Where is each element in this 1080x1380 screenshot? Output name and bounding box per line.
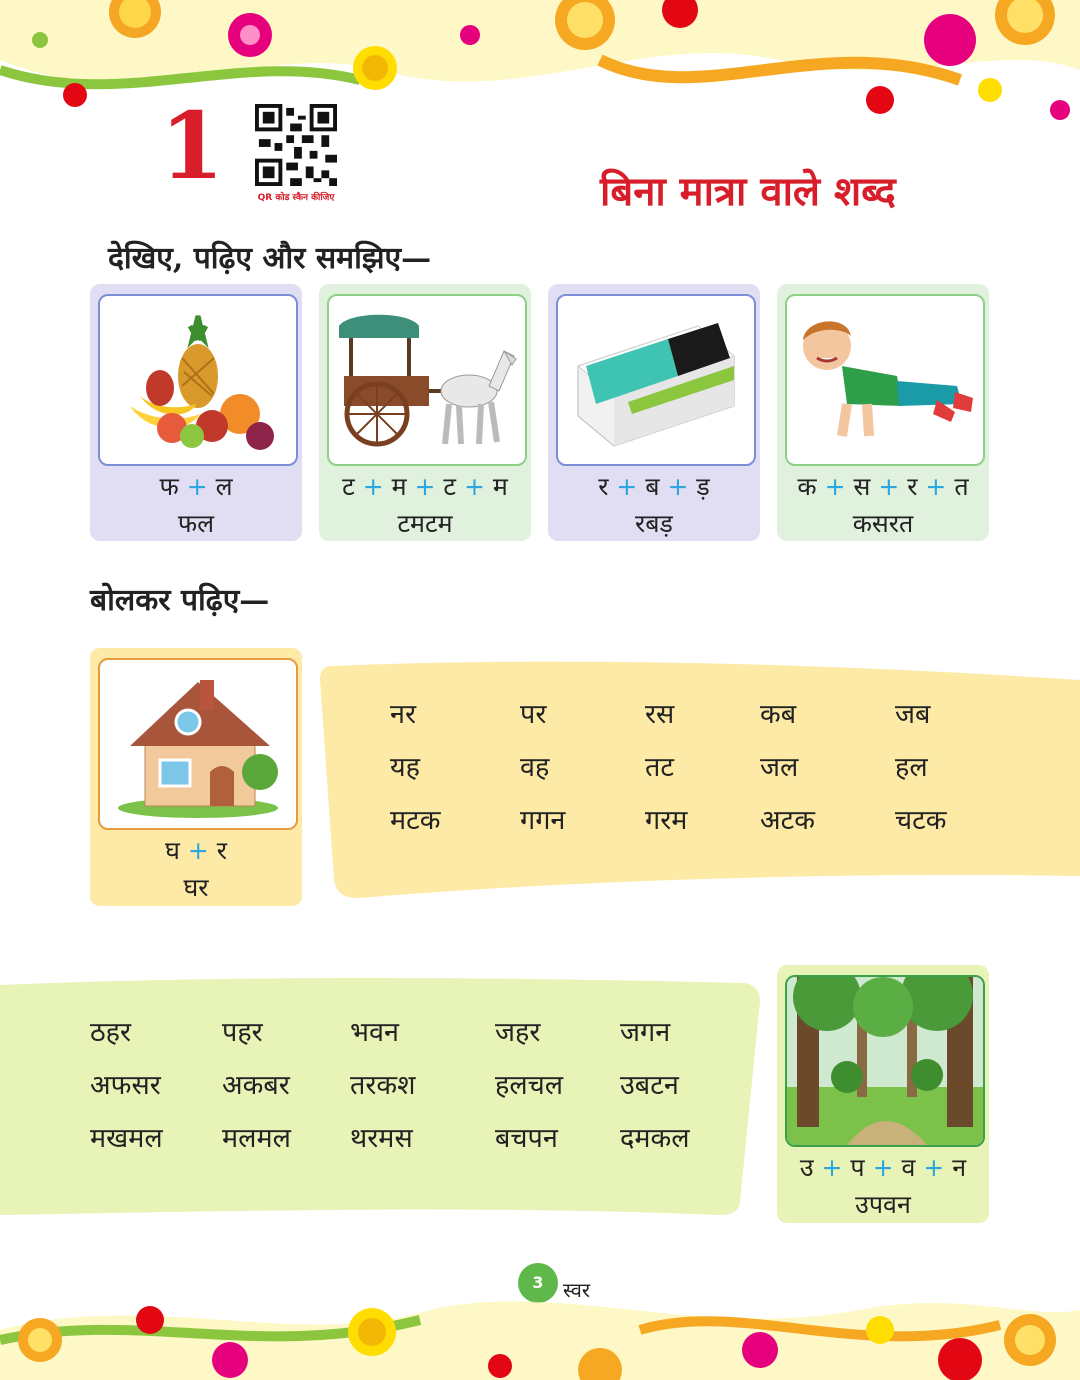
syllable-breakdown: उ + प + व + न [799,1153,967,1182]
word-cell: गरम [645,805,688,836]
card-forest [777,965,989,1223]
word-cell: मटक [390,805,441,836]
word-cell: पहर [222,1017,263,1048]
house-image [98,658,298,830]
eraser-image [556,294,756,466]
card-word: फल [177,509,215,538]
word-cell: नर [390,699,417,730]
word-cell: हल [895,752,928,783]
card-word: घर [183,873,209,902]
word-cell: मलमल [222,1123,291,1154]
chapter-number: 1 [160,92,225,200]
qr-caption: QR कोड स्कैन कीजिए [257,193,335,203]
word-cell: यह [390,752,420,783]
word-cell: दमकल [620,1123,690,1154]
word-cell: अटक [760,805,815,836]
word-cell: ठहर [90,1017,132,1048]
syllable-breakdown: क + स + र + त [797,472,969,501]
word-cell: थरमस [350,1123,413,1154]
word-cell: तट [645,752,674,783]
qr-code[interactable] [255,104,337,186]
chapter-title: बिना मात्रा वाले शब्द [600,168,896,215]
page-footer-label: स्वर [563,1278,591,1302]
word-cell: उबटन [620,1070,679,1101]
card-house [90,648,302,906]
word-cell: अफसर [90,1070,161,1101]
word-cell: मखमल [90,1123,163,1154]
word-cell: कब [760,699,797,730]
card-word: उपवन [855,1190,911,1219]
tonga-image [327,294,527,466]
word-cell: गगन [520,805,566,836]
syllable-breakdown: फ + ल [159,472,233,501]
word-panel-yellow [318,660,1080,900]
card-word: रबड़ [635,509,673,538]
forest-image [785,975,985,1147]
word-cell: जब [895,699,931,730]
word-cell: जहर [495,1017,541,1048]
word-cell: जगन [620,1017,671,1048]
fruits-image [98,294,298,466]
card-word: टमटम [397,509,453,538]
card-fruits [90,284,302,541]
floral-decoration-bottom [0,1270,1080,1380]
syllable-breakdown: र + ब + ड़ [598,472,710,501]
word-cell: तरकश [350,1070,416,1101]
section-heading-see-read: देखिए, पढ़िए और समझिए— [108,241,432,276]
word-cell: रस [645,699,675,730]
word-cell: अकबर [222,1070,290,1101]
word-cell: जल [760,752,799,783]
word-cell: पर [520,699,547,730]
section-heading-read-aloud: बोलकर पढ़िए— [90,583,270,618]
page-number-badge: 3 [518,1263,558,1303]
word-cell: चटक [895,805,947,836]
card-eraser [548,284,760,541]
word-cell: वह [520,752,550,783]
card-tonga [319,284,531,541]
syllable-breakdown: ट + म + ट + म [342,472,508,501]
word-cell: भवन [350,1017,399,1048]
card-word: कसरत [852,509,914,538]
word-cell: हलचल [495,1070,564,1101]
word-cell: बचपन [495,1123,558,1154]
card-exercise [777,284,989,541]
syllable-breakdown: घ + र [165,836,227,865]
exercise-image [785,294,985,466]
